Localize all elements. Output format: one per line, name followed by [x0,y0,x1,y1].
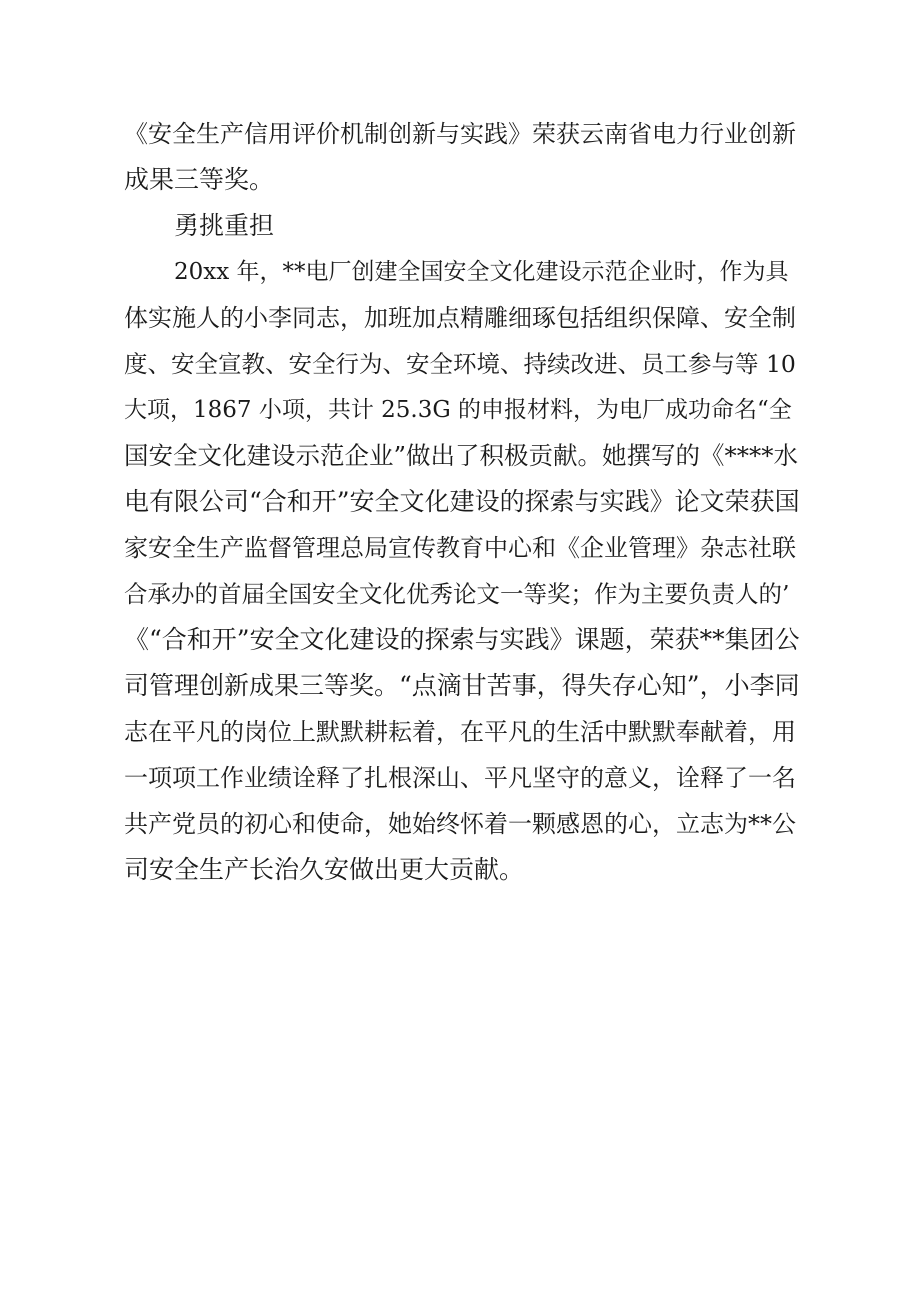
line-text: 司管理创新成果三等奖。“点滴甘苦事，得失存心知”，小李同 [124,671,800,700]
paragraph-line [124,433,800,479]
line-text: 20xx 年，**电厂创建全国安全文化建设示范企业时，作为具 [174,259,789,285]
paragraph-line [124,571,800,617]
paragraph-line [124,249,800,295]
paragraph-line [124,709,800,755]
line-text: 司安全生产长治久安做出更大贡献。 [124,855,525,884]
line-text: 《安全生产信用评价机制创新与实践》荣获云南省电力行业创新 [124,120,796,148]
line-text: 体实施人的小李同志，加班加点精雕细琢包括组织保障、安全制 [124,304,796,332]
line-text: 国安全文化建设示范企业”做出了积极贡献。她撰写的《****水 [124,441,799,470]
line-text: 大项，1867 小项，共计 25.3G 的申报材料，为电厂成功命名“全 [124,397,792,423]
paragraph-line [124,341,800,387]
line-text: 共产党员的初心和使命，她始终怀着一颗感恩的心，立志为**公 [124,810,796,838]
paragraph-line [124,617,800,663]
line-text: 《“合和开”安全文化建设的探索与实践》课题，荣获**集团公 [124,625,800,654]
paragraph-line [124,387,800,433]
paragraph-line [124,525,800,571]
document-body [124,111,800,893]
paragraph-line [124,479,800,525]
paragraph-line [124,111,800,157]
line-text: 度、安全宣教、安全行为、安全环境、持续改进、员工参与等 10 [124,350,796,378]
line-text: 志在平凡的岗位上默默耕耘着，在平凡的生活中默默奉献着，用 [124,718,796,746]
line-text: 家安全生产监督管理总局宣传教育中心和《企业管理》杂志社联 [124,534,796,562]
section-heading [124,203,800,249]
paragraph-line [124,847,800,893]
paragraph-line [124,157,800,203]
paragraph-line [124,295,800,341]
line-text: 电有限公司“合和开”安全文化建设的探索与实践》论文荣获国 [124,487,800,516]
paragraph-line [124,755,800,801]
line-text: 成果三等奖。 [124,165,275,194]
line-text: 合承办的首届全国安全文化优秀论文一等奖；作为主要负责人的’ [124,580,790,608]
paragraph-line [124,801,800,847]
paragraph-line [124,663,800,709]
heading-text: 勇挑重担 [174,211,275,240]
line-text: 一项项工作业绩诠释了扎根深山、平凡坚守的意义，诠释了一名 [124,764,796,792]
